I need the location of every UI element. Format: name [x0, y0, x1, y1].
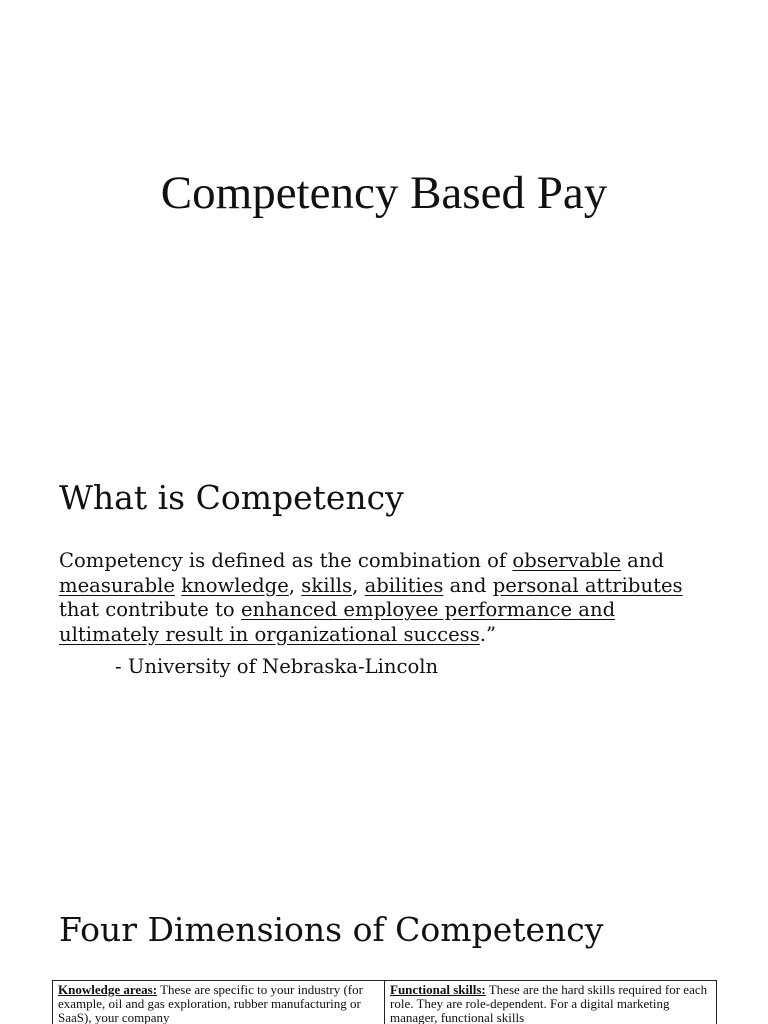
- definition-attribution: - University of Nebraska-Lincoln: [115, 655, 439, 678]
- competency-definition: [59, 549, 719, 647]
- definition-text: and: [443, 573, 493, 597]
- definition-text: ,: [352, 573, 365, 597]
- underlined-term: enhanced employee performance and: [240, 598, 616, 621]
- definition-text: and: [620, 549, 665, 572]
- competency-dimensions-table: [52, 980, 717, 1024]
- table-cell-knowledge-areas: [53, 981, 385, 1024]
- underlined-term: skills: [301, 573, 353, 597]
- document-title: Competency Based Pay: [160, 167, 608, 219]
- underlined-term: ultimately result in organizational success: [59, 622, 480, 646]
- section-heading-four-dimensions: Four Dimensions of Competency: [59, 910, 604, 949]
- definition-line: [59, 623, 719, 648]
- definition-text: ,: [288, 573, 302, 597]
- definition-text: .”: [479, 622, 497, 646]
- definition-text: Competency is defined as the combination of: [59, 549, 513, 572]
- underlined-term: knowledge: [181, 573, 289, 597]
- table-row: [53, 981, 717, 1024]
- dimension-term: Knowledge areas:: [58, 982, 158, 997]
- section-heading-what-is-competency: What is Competency: [59, 478, 404, 517]
- dimension-description: These are the hard skills required for each role. They are role-dependent. For a digital marketing manager, functional skills: [390, 982, 708, 1024]
- dimension-description: These are specific to your industry (for example, oil and gas exploration, rubber manufacturing or SaaS), your company: [58, 982, 363, 1024]
- table-cell-functional-skills: [385, 981, 717, 1024]
- definition-line: [59, 598, 719, 623]
- underlined-term: observable: [512, 549, 621, 572]
- underlined-term: measurable: [59, 573, 175, 597]
- definition-line: [59, 574, 719, 599]
- underlined-term: personal attributes: [492, 573, 683, 597]
- dimension-term: Functional skills:: [390, 982, 486, 997]
- definition-line: [59, 549, 719, 574]
- definition-text: that contribute to: [59, 598, 241, 621]
- underlined-term: abilities: [364, 573, 444, 597]
